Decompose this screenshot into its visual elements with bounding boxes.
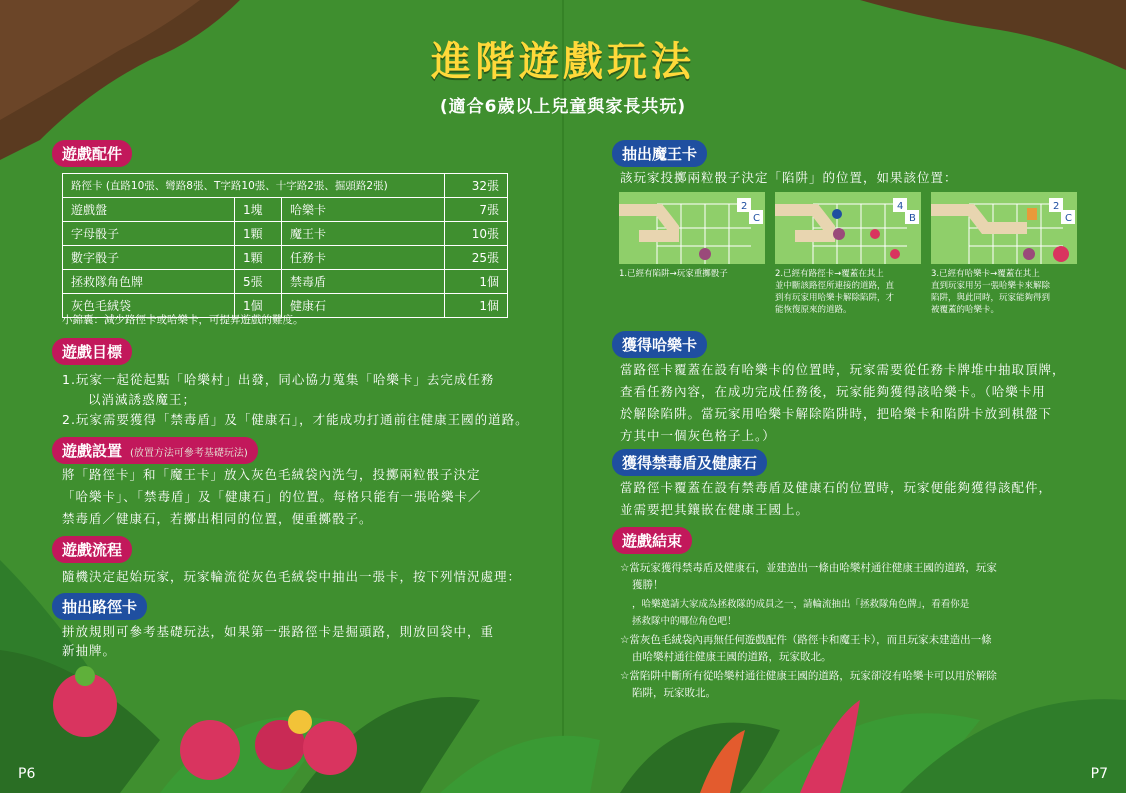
- end-list: [620, 560, 997, 702]
- table-cell: 哈樂卡: [282, 198, 445, 222]
- happy-line-2: 查看任務內容，在成功完成任務後，玩家能夠獲得該哈樂卡。（哈樂卡用: [620, 384, 1046, 399]
- caption-2-line: 能恢復原來的道路。: [775, 305, 852, 315]
- goal-line-2: 2.玩家需要獲得「禁毒盾」及「健康石」，才能成功打通前往健康王國的道路。: [62, 412, 529, 427]
- table-row: [63, 270, 508, 294]
- section-boss-card: 抽出魔王卡: [612, 140, 707, 167]
- boss-line-1: 該玩家投擲兩粒骰子決定「陷阱」的位置，如果該位置：: [620, 170, 958, 185]
- table-cell: 數字骰子: [63, 246, 235, 270]
- setup-line-1: 將「路徑卡」和「魔王卡」放入灰色毛絨袋內洗勻，投擲兩粒骰子決定: [62, 467, 481, 482]
- components-table: [62, 173, 508, 318]
- table-cell: 拯救隊角色牌: [63, 270, 235, 294]
- end-line: ☆當灰色毛絨袋內再無任何遊戲配件（路徑卡和魔王卡），而且玩家未建造出一條: [620, 634, 992, 646]
- table-cell: 25張: [445, 246, 508, 270]
- happy-line-1: 當路徑卡覆蓋在設有哈樂卡的位置時，玩家需要從任務卡牌堆中抽取頂牌，: [620, 362, 1066, 377]
- section-shield-stone: 獲得禁毒盾及健康石: [612, 449, 767, 476]
- svg-text:C: C: [753, 213, 760, 224]
- example-board-3: [931, 192, 1077, 264]
- table-row: [63, 222, 508, 246]
- end-line: 拯救隊中的哪位角色吧！: [632, 616, 737, 627]
- caption-2-line: 並中斷該路徑所連接的道路，直: [775, 281, 895, 291]
- page-title: 進階遊戲玩法: [431, 39, 695, 85]
- table-cell: 32張: [445, 174, 508, 198]
- svg-text:B: B: [909, 213, 916, 224]
- caption-2-line: 到有玩家用哈樂卡解除陷阱，才: [775, 293, 895, 303]
- table-row: [63, 246, 508, 270]
- table-cell: 任務卡: [282, 246, 445, 270]
- section-flow: 遊戲流程: [52, 536, 132, 563]
- end-line: ☆當陷阱中斷所有從哈樂村通往健康王國的道路，玩家卻沒有哈樂卡可以用於解除: [620, 670, 997, 682]
- caption-3-line: 被覆蓋的哈樂卡。: [931, 305, 1000, 315]
- caption-3: [931, 268, 1077, 316]
- section-game-end: 遊戲結束: [612, 527, 692, 554]
- svg-text:2: 2: [741, 201, 748, 212]
- shield-line-2: 並需要把其鑲嵌在健康王國上。: [620, 502, 810, 517]
- end-line: ☆當玩家獲得禁毒盾及健康石，並建造出一條由哈樂村通往健康王國的道路，玩家: [620, 562, 997, 574]
- setup-heading: 遊戲設置: [62, 442, 123, 460]
- path-line-1: 拼放規則可參考基礎玩法，如果第一張路徑卡是掘頭路，則放回袋中，重: [62, 624, 495, 639]
- table-cell: 遊戲盤: [63, 198, 235, 222]
- end-line: ，哈樂邀請大家成為拯救隊的成員之一，請輪流抽出「拯救隊角色牌」，看看你是: [632, 599, 970, 610]
- table-cell: 1顆: [235, 246, 282, 270]
- table-cell: 1塊: [235, 198, 282, 222]
- table-row: [63, 198, 508, 222]
- caption-1-line: 1.已經有陷阱→玩家重擲骰子: [619, 269, 728, 279]
- table-row: [63, 174, 508, 198]
- happy-line-3: 於解除陷阱。當玩家用哈樂卡解除陷阱時，把哈樂卡和陷阱卡放到棋盤下: [620, 406, 1053, 421]
- caption-3-line: 3.已經有哈樂卡→覆蓋在其上: [931, 269, 1040, 279]
- table-cell: 7張: [445, 198, 508, 222]
- setup-line-3: 禁毒盾／健康石，若擲出相同的位置，便重擲骰子。: [62, 511, 373, 526]
- example-board-1: [619, 192, 765, 264]
- caption-3-line: 陷阱，與此同時，玩家能夠得到: [931, 293, 1051, 303]
- caption-2: [775, 268, 921, 316]
- section-happy-card: 獲得哈樂卡: [612, 331, 707, 358]
- table-cell: 禁毒盾: [282, 270, 445, 294]
- table-cell: 1個: [445, 270, 508, 294]
- setup-line-2: 「哈樂卡」、「禁毒盾」及「健康石」的位置。每格只能有一張哈樂卡／: [62, 489, 482, 504]
- end-line: 陷阱，玩家敗北。: [632, 687, 716, 699]
- section-goal: 遊戲目標: [52, 338, 132, 365]
- end-line: 由哈樂村通往健康王國的道路，玩家敗北。: [632, 651, 832, 663]
- table-cell: 灰色毛絨袋: [63, 294, 235, 318]
- end-line: 獲勝！: [632, 579, 664, 591]
- svg-text:2: 2: [1053, 201, 1060, 212]
- table-cell: 10張: [445, 222, 508, 246]
- svg-text:4: 4: [897, 201, 904, 212]
- caption-3-line: 直到玩家用另一張哈樂卡來解除: [931, 281, 1051, 291]
- table-cell: 魔王卡: [282, 222, 445, 246]
- goal-line-1b: 以消滅誘惑魔王；: [88, 392, 197, 407]
- table-cell: 健康石: [282, 294, 445, 318]
- shield-line-1: 當路徑卡覆蓋在設有禁毒盾及健康石的位置時，玩家便能夠獲得該配件，: [620, 480, 1053, 495]
- page-number-left: P6: [18, 766, 36, 782]
- table-cell: 字母骰子: [63, 222, 235, 246]
- svg-text:C: C: [1065, 213, 1072, 224]
- section-components: 遊戲配件: [52, 140, 132, 167]
- table-cell: 路徑卡 (直路10張、彎路8張、T字路10張、十字路2張、掘頭路2張): [63, 174, 445, 198]
- table-cell: 1顆: [235, 222, 282, 246]
- table-cell: 5張: [235, 270, 282, 294]
- example-board-2: [775, 192, 921, 264]
- table-cell: 1個: [445, 294, 508, 318]
- components-tip: 小錦囊：減少路徑卡或哈樂卡，可提昇遊戲的難度。: [62, 314, 304, 326]
- section-path-card: 抽出路徑卡: [52, 593, 147, 620]
- section-setup: [52, 437, 258, 464]
- happy-line-4: 方其中一個灰色格子上。）: [620, 428, 776, 443]
- trap-examples: [619, 192, 1089, 264]
- flow-line-1: 隨機決定起始玩家，玩家輪流從灰色毛絨袋中抽出一張卡，按下列情況處理：: [62, 569, 522, 584]
- setup-note: (放置方法可參考基礎玩法): [130, 448, 248, 459]
- page-number-right: P7: [1090, 766, 1108, 782]
- goal-line-1: 1.玩家一起從起點「哈樂村」出發，同心協力蒐集「哈樂卡」去完成任務: [62, 372, 495, 387]
- page-subtitle: (適合6歲以上兒童與家長共玩): [439, 97, 687, 117]
- path-line-2: 新抽牌。: [62, 643, 117, 658]
- caption-2-line: 2.已經有路徑卡→覆蓋在其上: [775, 269, 884, 279]
- caption-1: [619, 268, 765, 280]
- table-cell: 1個: [235, 294, 282, 318]
